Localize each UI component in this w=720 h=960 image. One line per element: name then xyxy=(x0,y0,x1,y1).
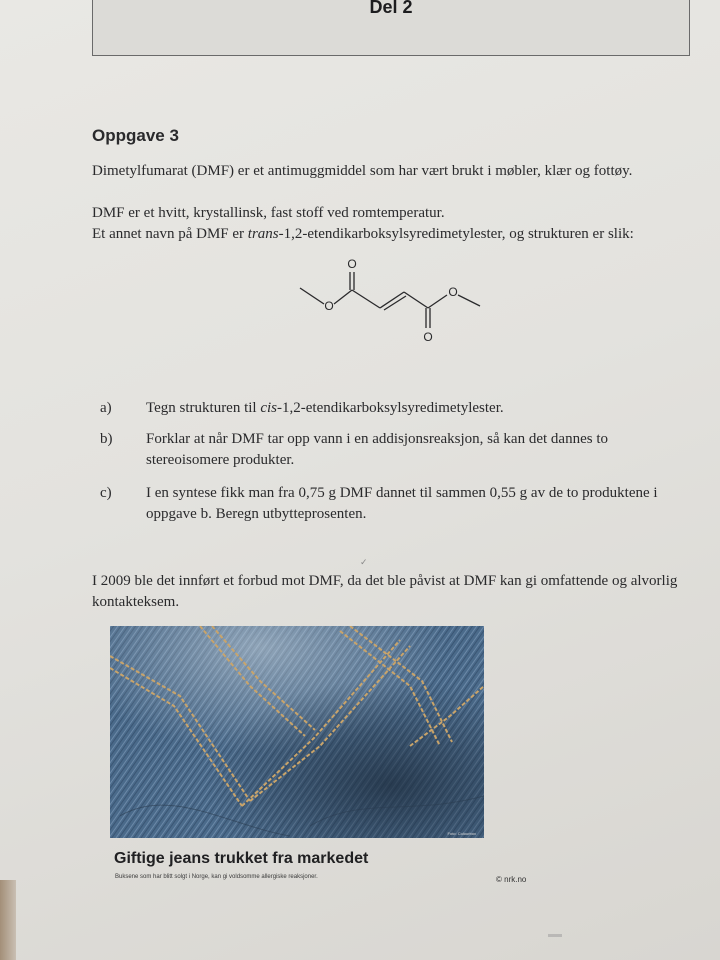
news-subtitle: Buksene som har blitt solgt i Norge, kan gi voldsomme allergiske reaksjoner. xyxy=(115,874,318,880)
news-headline: Giftige jeans trukket fra markedet xyxy=(114,850,369,867)
intro-paragraph: Dimetylfumarat (DMF) er et antimuggmiddel som har vært brukt i møbler, klær og fottøy. xyxy=(92,163,633,179)
bond-o-right-carbon xyxy=(428,295,447,308)
bond-o-left-carbon xyxy=(334,290,352,304)
atom-o-bottom: O xyxy=(423,330,433,344)
name-line-pre: Et annet navn på DMF er xyxy=(92,226,248,242)
name-line-italic: trans xyxy=(247,226,279,242)
subtask-text: I en syntese fikk man fra 0,75 g DMF dannet til sammen 0,55 g av de to produktene i oppgave b. Beregn utbytteprosenten. xyxy=(146,485,658,522)
task-heading: Oppgave 3 xyxy=(92,126,179,145)
atom-o-top: O xyxy=(347,257,357,271)
photo-credit: Foto: Colourbox xyxy=(447,831,476,836)
closing-paragraph: I 2009 ble det innført et forbud mot DMF, da det ble påvist at DMF kan gi omfattende og alvorlig kontakteksem. xyxy=(92,573,678,610)
section-title: Del 2 xyxy=(369,0,413,17)
subtask-text: Forklar at når DMF tar opp vann i en addisjonsreaksjon, så kan det dannes to stereoisomere produkter. xyxy=(146,431,608,468)
subtask-label: a) xyxy=(100,400,112,416)
pen-mark: ✓ xyxy=(360,557,368,567)
news-source: © nrk.no xyxy=(496,875,527,884)
atom-o-left: O xyxy=(324,299,334,313)
name-line-post: -1,2-etendikarboksylsyredimetylester, og strukturen er slik: xyxy=(278,226,634,242)
atom-o-right: O xyxy=(448,285,458,299)
subtask-label: b) xyxy=(100,431,113,447)
paper-edge xyxy=(0,880,16,960)
bond-c-c-right xyxy=(404,292,428,308)
dmf-structure-diagram xyxy=(296,252,496,348)
bond-methyl-right xyxy=(458,295,480,306)
section-header-box xyxy=(92,0,690,56)
bond-c-c-left xyxy=(352,290,380,308)
property-line: DMF er et hvitt, krystallinsk, fast stoff ved romtemperatur. xyxy=(92,205,445,221)
bond-methyl-left xyxy=(300,288,324,304)
name-line xyxy=(92,224,634,245)
jeans-photo xyxy=(110,626,484,838)
subtask-label: c) xyxy=(100,485,112,501)
page-mark xyxy=(548,934,562,937)
subtask-text: Tegn strukturen til cis-1,2-etendikarboksylsyredimetylester. xyxy=(146,400,504,416)
